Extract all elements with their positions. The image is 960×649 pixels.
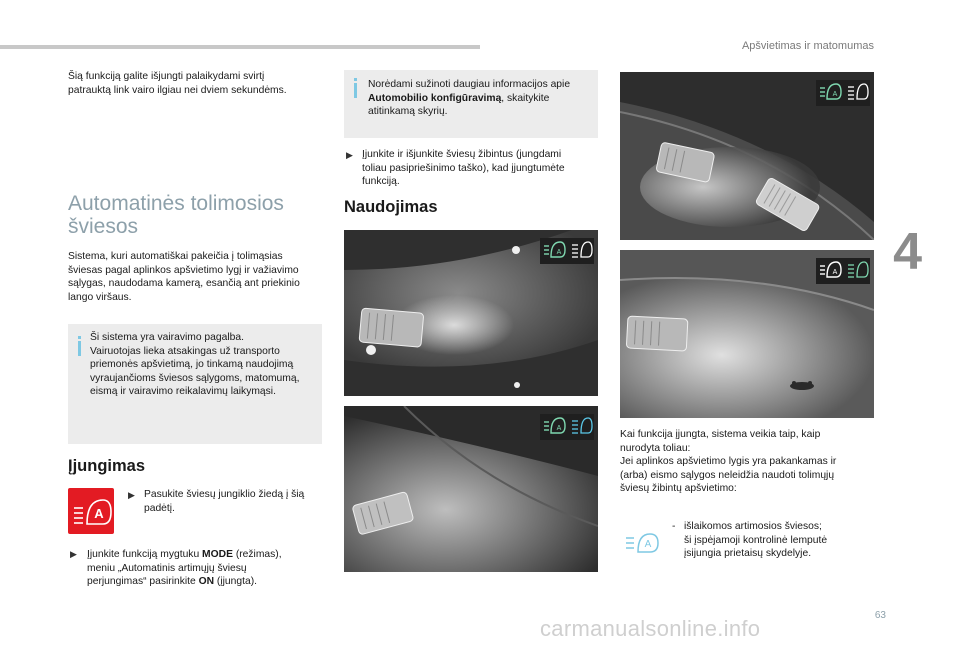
note-text: Ši sistema yra vairavimo pagalba. Vairuotojas lieka atsakingas už transporto priemonės apšvietimą, jo tinkamą naudojimą vyraujančioms šviesos sąlygoms, matomumą, eismą ir vairavimo reikalavimų laikymąsi. — [90, 332, 300, 397]
dipped-beam-item: išlaikomos artimosios šviesos; ši įspėjamoji kontrolinė lemputė įsijungia prietaisų skydelyje. — [684, 521, 828, 559]
intro-text: Šią funkciją galite išjungti palaikydami svirtį patrauktą link vairo ilgiau nei dviem sekundėms. — [68, 71, 287, 96]
page-number: 63 — [874, 610, 886, 621]
header-rule — [0, 45, 480, 49]
figure-night-road-oncoming — [344, 230, 598, 396]
figure-night-road-high-beam — [344, 406, 598, 572]
figure-lit-street — [620, 250, 874, 418]
svg-text:A: A — [832, 269, 838, 276]
section-title-activation: Įjungimas — [68, 457, 146, 475]
watermark: carmanualsonline.info — [540, 616, 761, 641]
dash-marker: - — [672, 521, 676, 532]
figure-town-road-oncoming — [620, 72, 874, 240]
svg-text:A: A — [556, 249, 562, 256]
svg-text:A: A — [832, 91, 838, 98]
step-mode-button: Įjunkite funkciją mygtuku MODE (režimas), meniu „Automatinis artimųjų šviesų perjungimas“ pasirinkite ON (įjungta). — [87, 549, 282, 587]
section-header: Apšvietimas ir matomumas — [741, 40, 874, 52]
info-icon — [78, 336, 81, 356]
description-text: Sistema, kuri automatiškai pakeičia į tolimąsias šviesas pagal aplinkos apšvietimo lygį ir važiavimo sąlygas, naudodama kamerą, esančią ant priekinio lango viršaus. — [68, 251, 300, 303]
headlamp-auto-icon — [68, 488, 114, 534]
svg-text:A: A — [94, 506, 104, 521]
driver-assist-note — [68, 324, 322, 444]
info-icon — [354, 78, 357, 98]
config-note — [344, 70, 598, 138]
chapter-number: 4 — [893, 223, 922, 281]
step-rotate-ring: Pasukite šviesų jungiklio žiedą į šią padėtį. — [144, 489, 305, 514]
step-lights-on: Įjunkite ir išjunkite šviesų žibintus (jungdami toliau pasipriešinimo taško), kad įjungtumėte funkciją. — [362, 149, 565, 187]
finger-pointer-icon: ▶ — [128, 490, 135, 500]
svg-text:A: A — [556, 425, 562, 432]
section-title-auto-high-beam: Automatinės tolimosios šviesos — [68, 192, 284, 238]
finger-pointer-icon: ▶ — [70, 549, 77, 559]
operation-description: Kai funkcija įjungta, sistema veikia taip, kaip nurodyta toliau: Jei aplinkos apšvietimo lygis yra pakankamas ir (arba) eismo sąlygos neleidžia naudoti tolimųjų šviesų žibintų apšvietimo: — [620, 429, 837, 494]
config-note-text: Norėdami sužinoti daugiau informacijos apie Automobilio konfigūravimą, skaitykite atitinkamą skyrių. — [368, 79, 571, 117]
auto-high-beam-icon — [622, 528, 662, 558]
svg-text:A: A — [644, 539, 652, 550]
finger-pointer-icon: ▶ — [346, 150, 353, 160]
section-title-usage: Naudojimas — [344, 198, 438, 216]
